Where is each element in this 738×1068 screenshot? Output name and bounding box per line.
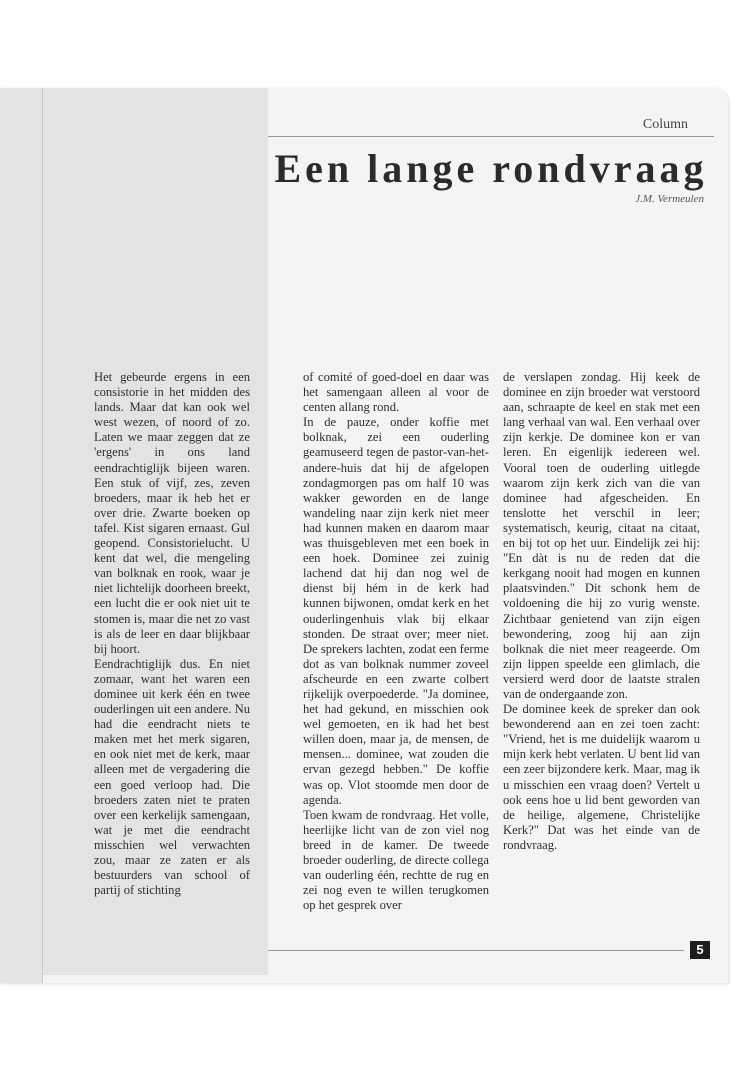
paragraph: Het gebeurde ergens in een consistorie in het midden des lands. Maar dat kan ook wel west wezen, of noord of zo. Laten we maar zeggen dat ze 'ergens' in ons land eendrachtiglijk bijeen waren. Een stuk of vijf, zes, zeven broeders, maar ik heb het er over drie. Zwarte boeken op tafel. Kist sigaren ernaast. Gul geopend. Consistorielucht. U kent dat wel, die mengeling van bolknak en rook, waar je niet lichtelijk doorheen breekt, een lucht die er ook niet uit te stomen is, maar die net zo vast is als de leer en daar blijkbaar bij hoort. [94, 370, 250, 656]
footer-rule [268, 950, 684, 951]
page-binding-edge [0, 88, 43, 983]
page-number: 5 [690, 941, 710, 959]
header-rule [268, 136, 714, 137]
article-title: Een lange rondvraag [274, 146, 708, 191]
article-author: J.M. Vermeulen [635, 193, 704, 205]
section-label: Column [642, 117, 688, 132]
paragraph: of comité of goed-doel en daar was het samengaan alleen al voor de centen allang rond. [303, 370, 489, 415]
paragraph: De dominee keek de spreker dan ook bewonderend aan en zei toen zacht: "Vriend, het is me duidelijk waarom u mijn kerk hebt verlaten. U bent lid van een zeer bijzondere kerk. Maar, mag ik u misschien een vraag doen? Vertelt u ook eens hoe u lid bent geworden van de heilige, algemene, Christelijke Kerk?" Dat was het einde van de rondvraag. [503, 702, 700, 852]
paragraph: In de pauze, onder koffie met bolknak, zei een ouderling geamuseerd tegen de pastor-van-het-andere-huis dat hij de afgelopen zondagmorgen pas om half 10 was wakker geworden en de lange wandeling naar zijn kerk niet meer had kunnen maken en daarom maar was thuisgebleven met een boek in een hoek. Dominee zei zuinig lachend dat hij dan nog wel de dienst bij hém in de kerk had kunnen bijwonen, omdat kerk en het ouderlingenhuis vlak bij elkaar stonden. De straat over; meer niet. De sprekers lachten, zodat een ferme dot as van bolknak nummer zoveel afscheurde en een zwarte colbert rijkelijk overpoederde. "Ja dominee, het had gekund, en misschien ook wel gemoeten, en ik had het best willen doen, maar ja, de mensen, de mensen... dominee, wat zouden die ervan gezegd hebben." De koffie was op. Vlot stoomde men door de agenda. [303, 415, 490, 807]
text-column-2 [303, 370, 489, 913]
text-column-1 [94, 370, 250, 898]
paragraph: Toen kwam de rondvraag. Het volle, heerlijke licht van de zon viel nog breed in de kamer. De tweede broeder ouderling, de directe collega van ouderling één, rechtte de rug en zei nog even te willen terugkomen op het gesprek over [303, 807, 489, 913]
paragraph: de verslapen zondag. Hij keek de dominee en zijn broeder wat verstoord aan, schraapte de keel en stak met een lang verhaal van wal. Een verhaal over zijn kerkje. De dominee kon er van leren. En eigenlijk iedereen wel. Vooral toen de ouderling uitlegde waarom zijn kerk zich van die van dominee had afgescheiden. En tenslotte het verschil in leer; systematisch, keurig, citaat na citaat, en bij tot op het uur. Eindelijk zei hij: "En dàt is nu de reden dat die kerkgang nooit had mogen en kunnen plaatsvinden." Dit schonk hem de voldoening die hij zo vurig wenste. Zichtbaar genietend van zijn eigen bewondering, zoog hij aan zijn bolknak die niet meer reageerde. Om zijn lippen speelde een glimlach, die versierd werd door de laatste stralen van de ondergaande zon. [503, 370, 700, 701]
paragraph: Eendrachtiglijk dus. En niet zomaar, want het waren een dominee uit kerk één en twee ouderlingen uit een andere. Nu had die eendracht niets te maken met het merk sigaren, en ook niet met de kerk, maar alleen met de vergadering die een goed verloop had. Die broeders zaten niet te praten over een kerkelijk samengaan, wat je met die eendracht misschien wel verwachten zou, maar ze zaten er als bestuurders van school of partij of stichting [94, 656, 250, 898]
text-column-3 [503, 370, 700, 853]
